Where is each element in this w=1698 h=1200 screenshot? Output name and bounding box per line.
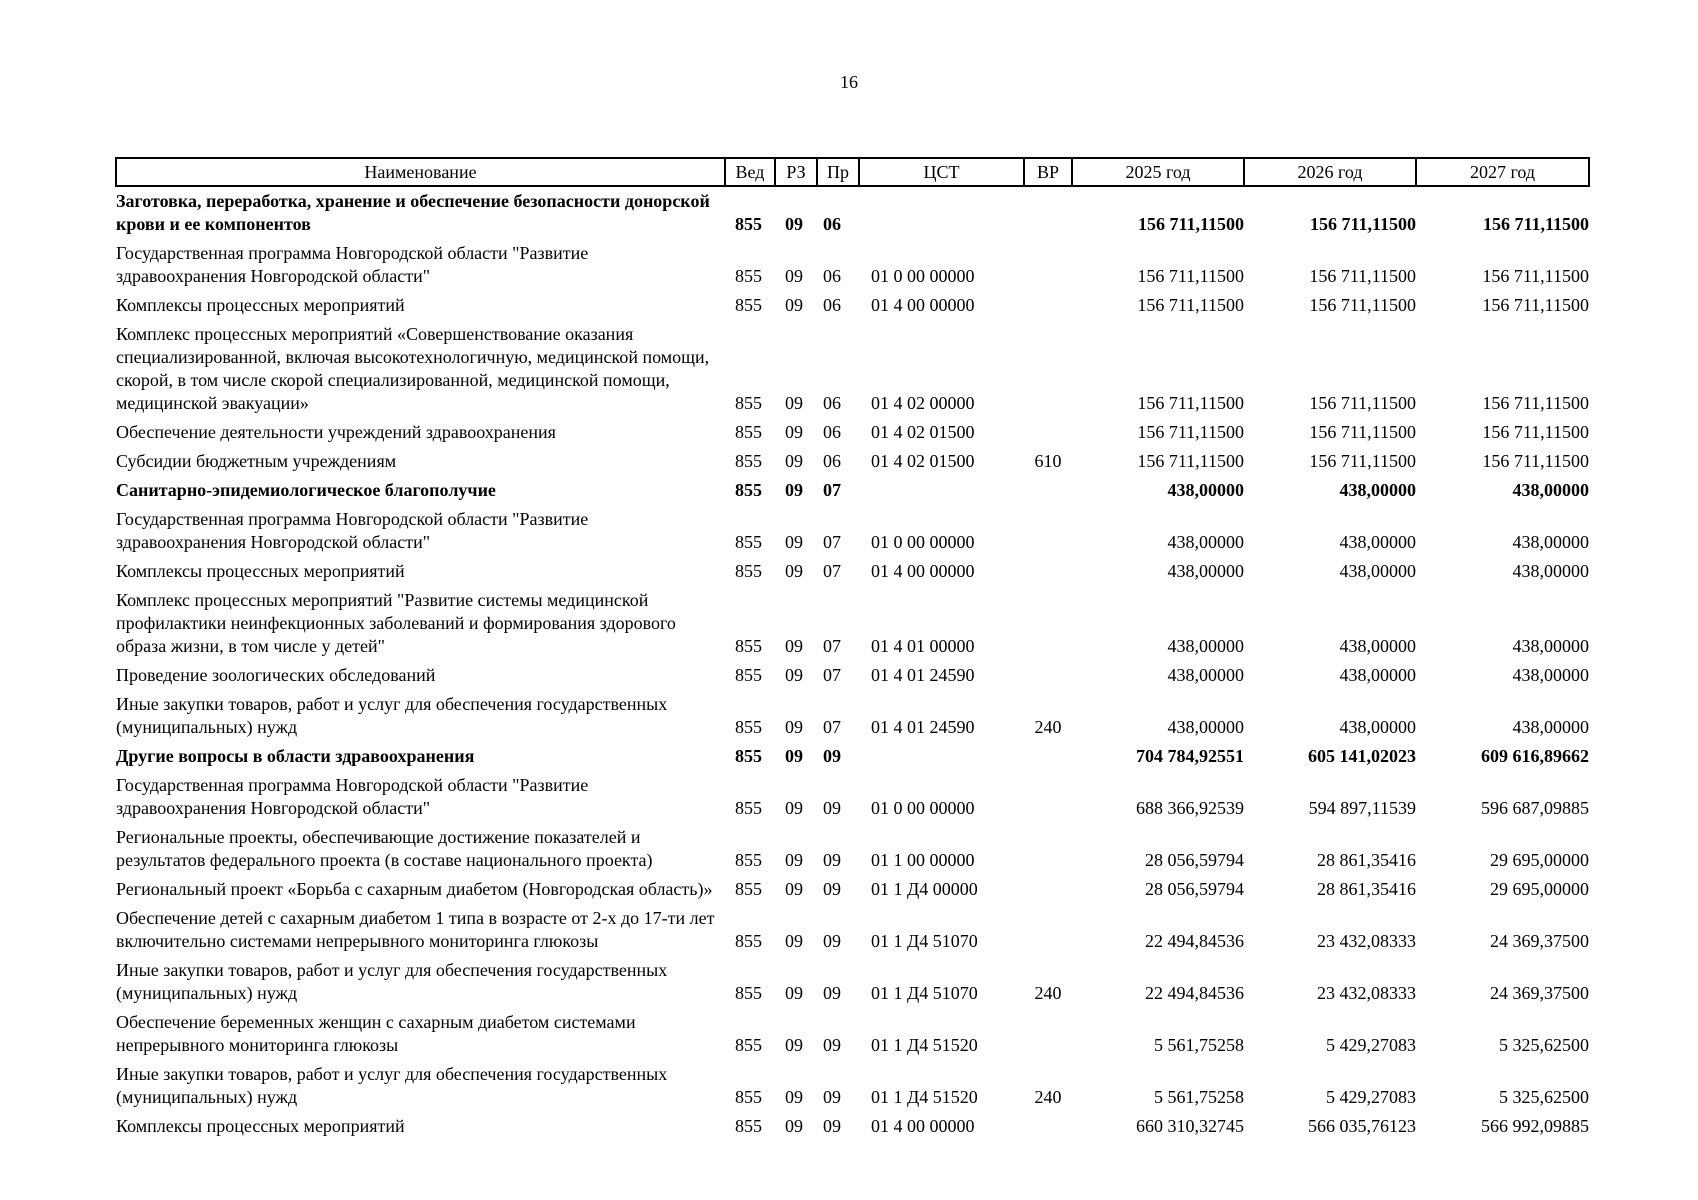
header-rz: РЗ: [775, 158, 817, 186]
row-name: Региональные проекты, обеспечивающие достижение показателей и результатов федерального проекта (в составе национального проекта): [116, 827, 653, 870]
row-rz: 09: [785, 1087, 803, 1107]
row-cst: 01 4 02 00000: [871, 393, 975, 413]
row-amount-2025: 438,00000: [1167, 561, 1244, 581]
row-amount-2026: 28 861,35416: [1317, 879, 1416, 899]
header-2025: 2025 год: [1072, 158, 1244, 186]
row-amount-2025: 28 056,59794: [1145, 850, 1244, 870]
table-body: [116, 186, 1589, 1141]
row-amount-2027: 156 711,11500: [1482, 214, 1589, 234]
row-ved: 855: [735, 480, 762, 500]
row-vr: [1024, 742, 1072, 771]
row-ved: 855: [735, 1035, 762, 1055]
row-amount-2026: 156 711,11500: [1309, 295, 1416, 315]
row-pr: 09: [823, 931, 841, 951]
header-pr: Пр: [817, 158, 859, 186]
row-amount-2025: 156 711,11500: [1137, 393, 1244, 413]
row-ved: 855: [735, 266, 762, 286]
row-amount-2027: 156 711,11500: [1482, 422, 1589, 442]
row-amount-2027: 438,00000: [1512, 480, 1589, 500]
row-amount-2027: 596 687,09885: [1481, 798, 1589, 818]
table-row: [116, 418, 1589, 447]
row-name: Обеспечение беременных женщин с сахарным диабетом системами непрерывного мониторинга глюкозы: [116, 1012, 636, 1055]
row-amount-2026: 156 711,11500: [1309, 393, 1416, 413]
row-ved: 855: [735, 746, 762, 766]
row-cst: 01 4 00 00000: [871, 1116, 975, 1136]
row-amount-2027: 24 369,37500: [1490, 931, 1589, 951]
table-row: [116, 557, 1589, 586]
row-cst: 01 0 00 00000: [871, 798, 975, 818]
row-amount-2027: 438,00000: [1512, 561, 1589, 581]
row-pr: 09: [823, 879, 841, 899]
row-amount-2027: 438,00000: [1512, 665, 1589, 685]
row-vr: 610: [1034, 451, 1062, 471]
row-amount-2025: 5 561,75258: [1154, 1035, 1244, 1055]
row-name: Санитарно-эпидемиологическое благополучие: [116, 480, 496, 500]
header-ved: Вед: [725, 158, 775, 186]
table-row: [116, 875, 1589, 904]
row-vr: [1024, 771, 1072, 823]
row-vr: 240: [1034, 1087, 1062, 1107]
row-cst: 01 4 02 01500: [871, 451, 975, 471]
row-amount-2027: 438,00000: [1512, 717, 1589, 737]
row-vr: [1024, 557, 1072, 586]
table-row: [116, 505, 1589, 557]
row-vr: [1024, 186, 1072, 239]
row-rz: 09: [785, 983, 803, 1003]
table-row: [116, 742, 1589, 771]
row-rz: 09: [785, 214, 803, 234]
header-name: Наименование: [116, 158, 725, 186]
row-cst: 01 1 Д4 51070: [871, 983, 978, 1003]
row-pr: 06: [823, 422, 841, 442]
row-amount-2026: 438,00000: [1339, 665, 1416, 685]
row-name: Другие вопросы в области здравоохранения: [116, 746, 475, 766]
row-amount-2025: 704 784,92551: [1136, 746, 1244, 766]
row-pr: 09: [823, 850, 841, 870]
row-ved: 855: [735, 451, 762, 471]
row-pr: 06: [823, 295, 841, 315]
row-amount-2025: 156 711,11500: [1137, 266, 1244, 286]
row-name: Обеспечение деятельности учреждений здравоохранения: [116, 422, 556, 442]
row-vr: [1024, 823, 1072, 875]
row-vr: [1024, 476, 1072, 505]
row-vr: [1024, 586, 1072, 661]
row-rz: 09: [785, 451, 803, 471]
row-pr: 07: [823, 636, 841, 656]
row-name: Комплексы процессных мероприятий: [116, 1116, 405, 1136]
row-pr: 09: [823, 798, 841, 818]
row-amount-2026: 438,00000: [1339, 717, 1416, 737]
row-vr: [1024, 1112, 1072, 1141]
row-amount-2026: 23 432,08333: [1317, 983, 1416, 1003]
row-ved: 855: [735, 214, 762, 234]
budget-table: [115, 157, 1590, 1141]
row-name: Государственная программа Новгородской области "Развитие здравоохранения Новгородской области": [116, 243, 589, 286]
row-vr: [1024, 320, 1072, 418]
row-cst: 01 1 00 00000: [871, 850, 975, 870]
row-pr: 07: [823, 717, 841, 737]
row-pr: 09: [823, 746, 841, 766]
row-cst: 01 1 Д4 51070: [871, 931, 978, 951]
table-row: [116, 586, 1589, 661]
row-pr: 07: [823, 561, 841, 581]
table-row: [116, 476, 1589, 505]
row-name: Иные закупки товаров, работ и услуг для обеспечения государственных (муниципальных) нужд: [116, 1064, 668, 1107]
row-vr: [1024, 661, 1072, 690]
row-amount-2026: 5 429,27083: [1326, 1035, 1416, 1055]
row-rz: 09: [785, 879, 803, 899]
row-pr: 06: [823, 393, 841, 413]
row-amount-2026: 156 711,11500: [1309, 266, 1416, 286]
row-ved: 855: [735, 798, 762, 818]
row-ved: 855: [735, 295, 762, 315]
row-amount-2027: 566 992,09885: [1481, 1116, 1589, 1136]
row-vr: [1024, 904, 1072, 956]
table-row: [116, 1112, 1589, 1141]
row-amount-2027: 156 711,11500: [1482, 451, 1589, 471]
row-amount-2027: 24 369,37500: [1490, 983, 1589, 1003]
row-rz: 09: [785, 393, 803, 413]
row-cst: 01 1 Д4 51520: [871, 1035, 978, 1055]
table-row: [116, 661, 1589, 690]
header-cst: ЦСТ: [859, 158, 1024, 186]
row-pr: 06: [823, 451, 841, 471]
row-vr: 240: [1034, 717, 1062, 737]
row-cst: 01 4 01 24590: [871, 665, 975, 685]
row-amount-2026: 438,00000: [1339, 561, 1416, 581]
table-row: [116, 956, 1589, 1008]
row-amount-2025: 438,00000: [1167, 665, 1244, 685]
row-amount-2025: 22 494,84536: [1145, 931, 1244, 951]
row-name: Обеспечение детей с сахарным диабетом 1 типа в возрасте от 2-х до 17-ти лет включительно системами непрерывного мониторинга глюкозы: [116, 908, 715, 951]
row-name: Заготовка, переработка, хранение и обеспечение безопасности донорской крови и ее компонентов: [116, 191, 710, 234]
row-rz: 09: [785, 931, 803, 951]
row-rz: 09: [785, 798, 803, 818]
row-amount-2026: 5 429,27083: [1326, 1087, 1416, 1107]
row-vr: [1024, 505, 1072, 557]
row-amount-2026: 156 711,11500: [1309, 214, 1416, 234]
row-ved: 855: [735, 1087, 762, 1107]
row-ved: 855: [735, 931, 762, 951]
row-ved: 855: [735, 879, 762, 899]
row-amount-2026: 438,00000: [1339, 636, 1416, 656]
row-vr: [1024, 1008, 1072, 1060]
row-cst: 01 1 Д4 00000: [871, 879, 978, 899]
table-row: [116, 447, 1589, 476]
row-vr: [1024, 239, 1072, 291]
row-cst: [859, 476, 1024, 505]
row-pr: 06: [823, 214, 841, 234]
table-row: [116, 1060, 1589, 1112]
row-pr: 07: [823, 532, 841, 552]
row-amount-2025: 156 711,11500: [1137, 451, 1244, 471]
header-2026: 2026 год: [1244, 158, 1416, 186]
row-name: Государственная программа Новгородской области "Развитие здравоохранения Новгородской области": [116, 509, 589, 552]
row-rz: 09: [785, 295, 803, 315]
row-cst: [859, 186, 1024, 239]
row-pr: 09: [823, 983, 841, 1003]
row-amount-2027: 156 711,11500: [1482, 266, 1589, 286]
row-amount-2025: 28 056,59794: [1145, 879, 1244, 899]
row-name: Комплекс процессных мероприятий «Совершенствование оказания специализированной, включая высокотехнологичную, медицинской помощи, скорой, в том числе скорой специализированной, медицинской помощи, медицинской эвакуации»: [116, 324, 710, 413]
row-cst: 01 4 01 24590: [871, 717, 975, 737]
table-row: [116, 1008, 1589, 1060]
row-name: Государственная программа Новгородской области "Развитие здравоохранения Новгородской области": [116, 775, 589, 818]
row-amount-2026: 438,00000: [1339, 532, 1416, 552]
row-amount-2025: 688 366,92539: [1136, 798, 1244, 818]
table-header-row: [116, 158, 1589, 186]
table-row: [116, 904, 1589, 956]
row-ved: 855: [735, 665, 762, 685]
row-amount-2025: 660 310,32745: [1136, 1116, 1244, 1136]
table-row: [116, 291, 1589, 320]
row-amount-2025: 156 711,11500: [1137, 422, 1244, 442]
row-rz: 09: [785, 746, 803, 766]
row-ved: 855: [735, 636, 762, 656]
row-cst: 01 4 00 00000: [871, 561, 975, 581]
row-amount-2027: 29 695,00000: [1490, 850, 1589, 870]
row-name: Комплексы процессных мероприятий: [116, 561, 405, 581]
row-ved: 855: [735, 532, 762, 552]
table-row: [116, 320, 1589, 418]
row-pr: 09: [823, 1035, 841, 1055]
row-amount-2025: 156 711,11500: [1137, 214, 1244, 234]
row-amount-2025: 156 711,11500: [1137, 295, 1244, 315]
row-pr: 09: [823, 1087, 841, 1107]
row-amount-2025: 5 561,75258: [1154, 1087, 1244, 1107]
row-cst: [859, 742, 1024, 771]
row-amount-2025: 438,00000: [1167, 636, 1244, 656]
row-rz: 09: [785, 717, 803, 737]
header-2027: 2027 год: [1416, 158, 1589, 186]
row-amount-2026: 438,00000: [1339, 480, 1416, 500]
row-amount-2026: 156 711,11500: [1309, 451, 1416, 471]
row-cst: 01 1 Д4 51520: [871, 1087, 978, 1107]
row-name: Комплекс процессных мероприятий "Развитие системы медицинской профилактики неинфекционных заболеваний и формирования здорового образа жизни, в том числе у детей": [116, 590, 676, 656]
row-name: Проведение зоологических обследований: [116, 665, 436, 685]
row-amount-2027: 438,00000: [1512, 532, 1589, 552]
page-number: 16: [840, 72, 858, 92]
row-ved: 855: [735, 850, 762, 870]
table-row: [116, 186, 1589, 239]
row-amount-2025: 438,00000: [1167, 480, 1244, 500]
table-row: [116, 690, 1589, 742]
row-name: Комплексы процессных мероприятий: [116, 295, 405, 315]
row-cst: 01 0 00 00000: [871, 532, 975, 552]
row-vr: [1024, 418, 1072, 447]
table-row: [116, 823, 1589, 875]
row-rz: 09: [785, 532, 803, 552]
row-rz: 09: [785, 266, 803, 286]
row-ved: 855: [735, 561, 762, 581]
row-ved: 855: [735, 393, 762, 413]
row-amount-2025: 22 494,84536: [1145, 983, 1244, 1003]
row-amount-2026: 28 861,35416: [1317, 850, 1416, 870]
row-ved: 855: [735, 422, 762, 442]
row-name: Региональный проект «Борьба с сахарным диабетом (Новгородская область)»: [116, 879, 713, 899]
row-amount-2027: 609 616,89662: [1481, 746, 1589, 766]
row-name: Субсидии бюджетным учреждениям: [116, 451, 397, 471]
row-rz: 09: [785, 636, 803, 656]
row-amount-2025: 438,00000: [1167, 532, 1244, 552]
row-amount-2026: 605 141,02023: [1308, 746, 1416, 766]
row-rz: 09: [785, 422, 803, 442]
row-amount-2025: 438,00000: [1167, 717, 1244, 737]
row-amount-2027: 438,00000: [1512, 636, 1589, 656]
row-pr: 09: [823, 1116, 841, 1136]
row-rz: 09: [785, 1116, 803, 1136]
row-name: Иные закупки товаров, работ и услуг для обеспечения государственных (муниципальных) нужд: [116, 694, 668, 737]
row-cst: 01 4 01 00000: [871, 636, 975, 656]
row-cst: 01 4 00 00000: [871, 295, 975, 315]
row-ved: 855: [735, 717, 762, 737]
row-pr: 07: [823, 480, 841, 500]
row-vr: [1024, 875, 1072, 904]
row-amount-2026: 566 035,76123: [1308, 1116, 1416, 1136]
row-amount-2027: 156 711,11500: [1482, 295, 1589, 315]
row-rz: 09: [785, 480, 803, 500]
table-row: [116, 771, 1589, 823]
row-amount-2026: 156 711,11500: [1309, 422, 1416, 442]
row-cst: 01 0 00 00000: [871, 266, 975, 286]
row-amount-2027: 5 325,62500: [1499, 1035, 1589, 1055]
row-vr: [1024, 291, 1072, 320]
row-pr: 07: [823, 665, 841, 685]
row-rz: 09: [785, 1035, 803, 1055]
row-name: Иные закупки товаров, работ и услуг для обеспечения государственных (муниципальных) нужд: [116, 960, 668, 1003]
header-vr: ВР: [1024, 158, 1072, 186]
row-ved: 855: [735, 1116, 762, 1136]
row-pr: 06: [823, 266, 841, 286]
row-amount-2026: 23 432,08333: [1317, 931, 1416, 951]
row-amount-2026: 594 897,11539: [1308, 798, 1416, 818]
row-vr: 240: [1034, 983, 1062, 1003]
row-rz: 09: [785, 561, 803, 581]
row-rz: 09: [785, 665, 803, 685]
row-amount-2027: 5 325,62500: [1499, 1087, 1589, 1107]
table-row: [116, 239, 1589, 291]
row-amount-2027: 29 695,00000: [1490, 879, 1589, 899]
row-amount-2027: 156 711,11500: [1482, 393, 1589, 413]
row-rz: 09: [785, 850, 803, 870]
row-cst: 01 4 02 01500: [871, 422, 975, 442]
row-ved: 855: [735, 983, 762, 1003]
